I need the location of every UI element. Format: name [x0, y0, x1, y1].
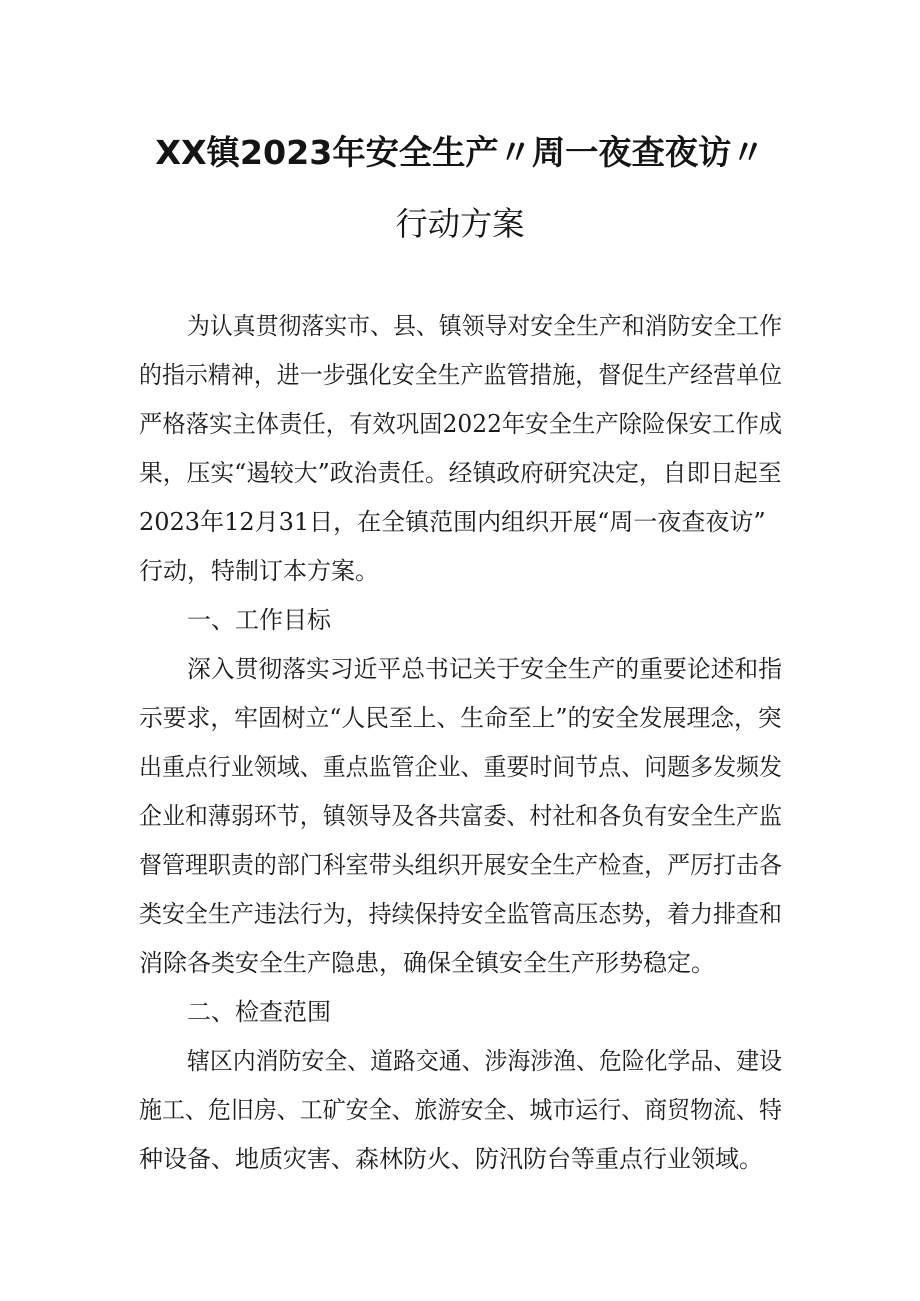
- paragraph-goals-line: 示要求，牢固树立“人民至上、生命至上”的安全发展理念，突: [139, 704, 782, 732]
- paragraph-scope-line: 辖区内消防安全、道路交通、涉海涉渔、危险化学品、建设: [187, 1047, 782, 1075]
- paragraph-intro-line: 2023年12月31日，在全镇范围内组织开展“周一夜查夜访”: [139, 508, 766, 536]
- paragraph-intro-line: 果，压实“遏较大”政治责任。经镇政府研究决定，自即日起至: [139, 459, 782, 487]
- paragraph-intro-line: 为认真贯彻落实市、县、镇领导对安全生产和消防安全工作: [187, 312, 782, 340]
- paragraph-goals-line: 企业和薄弱环节，镇领导及各共富委、村社和各负有安全生产监: [139, 802, 782, 830]
- paragraph-intro-line: 行动，特制订本方案。: [139, 557, 379, 585]
- paragraph-scope-line: 施工、危旧房、工矿安全、旅游安全、城市运行、商贸物流、特: [139, 1096, 782, 1124]
- paragraph-goals-line: 出重点行业领域、重点监管企业、重要时间节点、问题多发频发: [139, 753, 782, 781]
- paragraph-goals-line: 深入贯彻落实习近平总书记关于安全生产的重要论述和指: [187, 655, 783, 683]
- paragraph-scope-line: 种设备、地质灾害、森林防火、防汛防台等重点行业领域。: [139, 1145, 763, 1173]
- section-heading-scope: 二、检查范围: [187, 998, 331, 1026]
- paragraph-goals-line: 类安全生产违法行为，持续保持安全监管高压态势，着力排查和: [139, 900, 782, 928]
- document-title-line-1: XX镇2023年安全生产〃周一夜查夜访〃: [155, 133, 765, 172]
- paragraph-intro-line: 的指示精神，进一步强化安全生产监管措施，督促生产经营单位: [139, 361, 782, 389]
- paragraph-intro-line: 严格落实主体责任，有效巩固2022年安全生产除险保安工作成: [139, 410, 783, 438]
- paragraph-goals-line: 督管理职责的部门科室带头组织开展安全生产检查，严厉打击各: [139, 851, 782, 879]
- paragraph-goals-line: 消除各类安全生产隐患，确保全镇安全生产形势稳定。: [139, 949, 715, 977]
- section-heading-goals: 一、工作目标: [187, 606, 331, 634]
- document-title-line-2: 行动方案: [395, 205, 525, 243]
